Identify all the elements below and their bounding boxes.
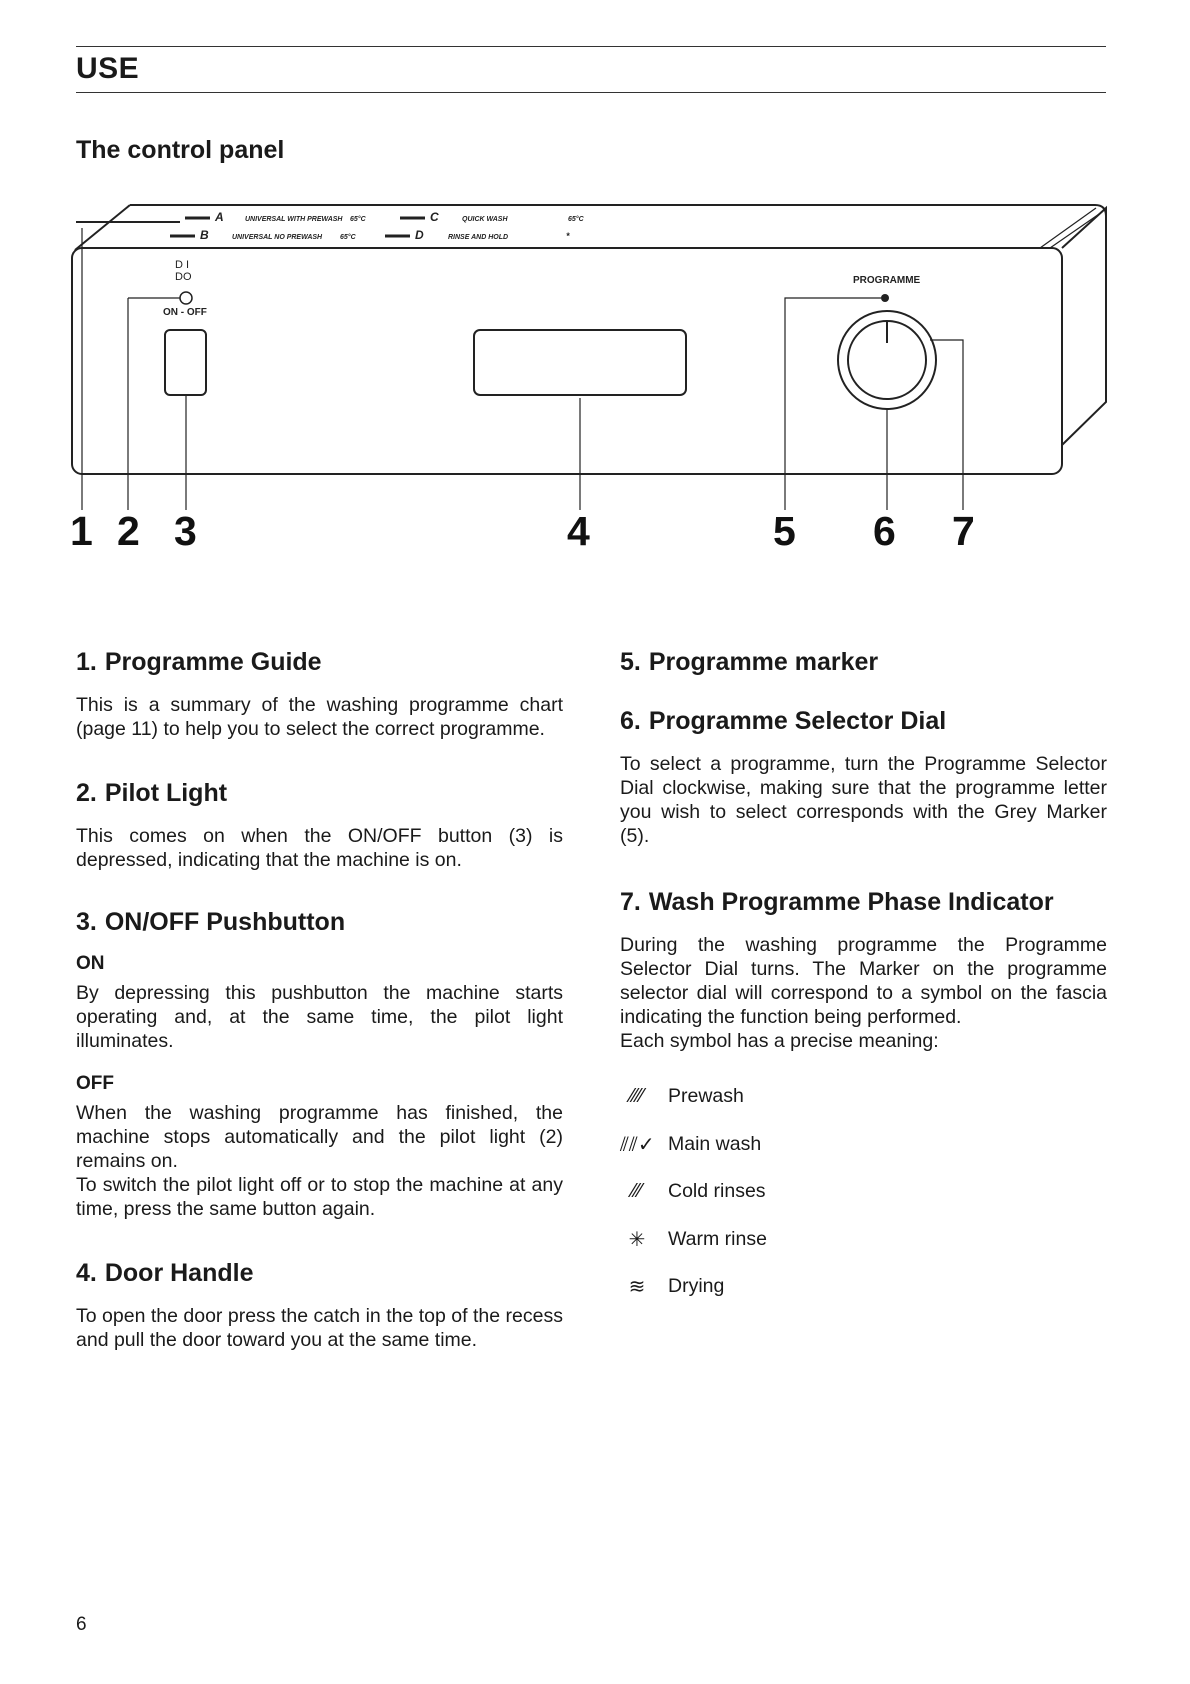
symbol-label: Prewash	[668, 1085, 744, 1108]
symbol-item	[620, 1263, 1107, 1311]
off-text-2: To switch the pilot light off or to stop the machine at any time, press the same button again.	[76, 1174, 563, 1220]
item-heading: 7. Wash Programme Phase Indicator	[620, 888, 1054, 916]
section-title: USE	[76, 52, 140, 85]
item-text: To open the door press the catch in the top of the recess and pull the door toward you at the same time.	[76, 1305, 563, 1351]
pilot-light	[180, 292, 192, 304]
guide-row-b-letter: B	[200, 228, 209, 242]
on-off-label: ON - OFF	[163, 307, 207, 318]
item-heading: 5. Programme marker	[620, 648, 879, 676]
page-subtitle: The control panel	[76, 136, 285, 164]
guide-row-d-letter: D	[415, 228, 424, 242]
item-programme-selector-dial	[620, 707, 1107, 848]
item-text: During the washing programme the Programme Selector Dial turns. The Marker on the programme selector dial will correspond to a symbol on the fascia indicating the function being performed.	[620, 934, 1107, 1028]
guide-row-c-temp: 65°C	[568, 216, 584, 223]
main-wash-icon: ⫽⫽✓	[620, 1133, 655, 1156]
prewash-icon: ⁄⁄⁄⁄	[630, 1085, 644, 1108]
page-number: 6	[76, 1614, 87, 1635]
guide-row-a-text: UNIVERSAL WITH PREWASH	[245, 216, 343, 223]
item-programme-marker	[620, 648, 1107, 677]
item-pilot-light	[76, 779, 563, 872]
callout-1: 1	[70, 508, 93, 554]
item-on-off-pushbutton	[76, 908, 563, 1221]
on-subheading: ON	[76, 953, 105, 974]
callout-6: 6	[873, 508, 896, 554]
guide-row-c-letter: C	[430, 210, 439, 224]
guide-row-d-text: RINSE AND HOLD	[448, 234, 509, 241]
title-rule	[76, 92, 1106, 93]
control-panel-diagram	[0, 190, 1190, 570]
symbol-label: Warm rinse	[668, 1227, 767, 1250]
item-phase-indicator	[620, 888, 1107, 1311]
guide-row-b-text: UNIVERSAL NO PREWASH	[232, 234, 323, 241]
guide-row-a-letter: A	[215, 210, 224, 224]
symbol-item	[620, 1216, 1107, 1264]
item-text-2: Each symbol has a precise meaning:	[620, 1030, 939, 1052]
drying-icon: ≋	[628, 1276, 646, 1299]
item-heading: 2. Pilot Light	[76, 779, 228, 807]
symbol-item	[620, 1168, 1107, 1216]
guide-row-d-temp: *	[566, 231, 570, 241]
item-heading: 4. Door Handle	[76, 1259, 254, 1287]
item-heading: 6. Programme Selector Dial	[620, 707, 947, 735]
on-off-symbol: D I DO	[175, 259, 192, 284]
on-off-pushbutton[interactable]	[165, 330, 206, 395]
programme-label: PROGRAMME	[853, 275, 921, 286]
symbol-list	[620, 1073, 1107, 1311]
symbol-item	[620, 1073, 1107, 1121]
door-handle[interactable]	[474, 330, 686, 395]
top-rule	[76, 46, 1106, 47]
symbol-item	[620, 1121, 1107, 1169]
item-door-handle	[76, 1259, 563, 1352]
callout-5: 5	[773, 508, 796, 554]
warm-rinse-icon: ✳	[628, 1228, 646, 1251]
item-heading: 1. Programme Guide	[76, 648, 322, 676]
symbol-label: Main wash	[668, 1132, 762, 1155]
symbol-label: Drying	[668, 1275, 725, 1298]
callout-2: 2	[117, 508, 140, 554]
guide-row-a-temp: 65°C	[350, 216, 366, 223]
item-text: This comes on when the ON/OFF button (3) is depressed, indicating that the machine is on.	[76, 825, 563, 871]
on-text: By depressing this pushbutton the machine starts operating and, at the same time, the pilot light illuminates.	[76, 982, 563, 1052]
guide-row-c-text: QUICK WASH	[462, 216, 508, 223]
item-text: To select a programme, turn the Programme Selector Dial clockwise, making sure that the programme letter you wish to select corresponds with the Grey Marker (5).	[620, 753, 1107, 847]
off-subheading: OFF	[76, 1073, 114, 1094]
item-text: This is a summary of the washing programme chart (page 11) to help you to select the correct programme.	[76, 694, 563, 740]
programme-marker	[881, 294, 889, 302]
symbol-label: Cold rinses	[668, 1180, 766, 1203]
callout-4: 4	[567, 508, 590, 554]
off-text-1: When the washing programme has finished, the machine stops automatically and the pilot light (2) remains on.	[76, 1102, 563, 1172]
item-programme-guide	[76, 648, 563, 741]
left-column	[76, 648, 563, 1378]
guide-row-b-temp: 65°C	[340, 234, 356, 241]
callout-3: 3	[174, 508, 197, 554]
right-column	[620, 648, 1107, 1337]
cold-rinses-icon: ⁄⁄⁄	[631, 1180, 643, 1203]
callout-7: 7	[952, 508, 975, 554]
item-heading: 3. ON/OFF Pushbutton	[76, 908, 346, 936]
